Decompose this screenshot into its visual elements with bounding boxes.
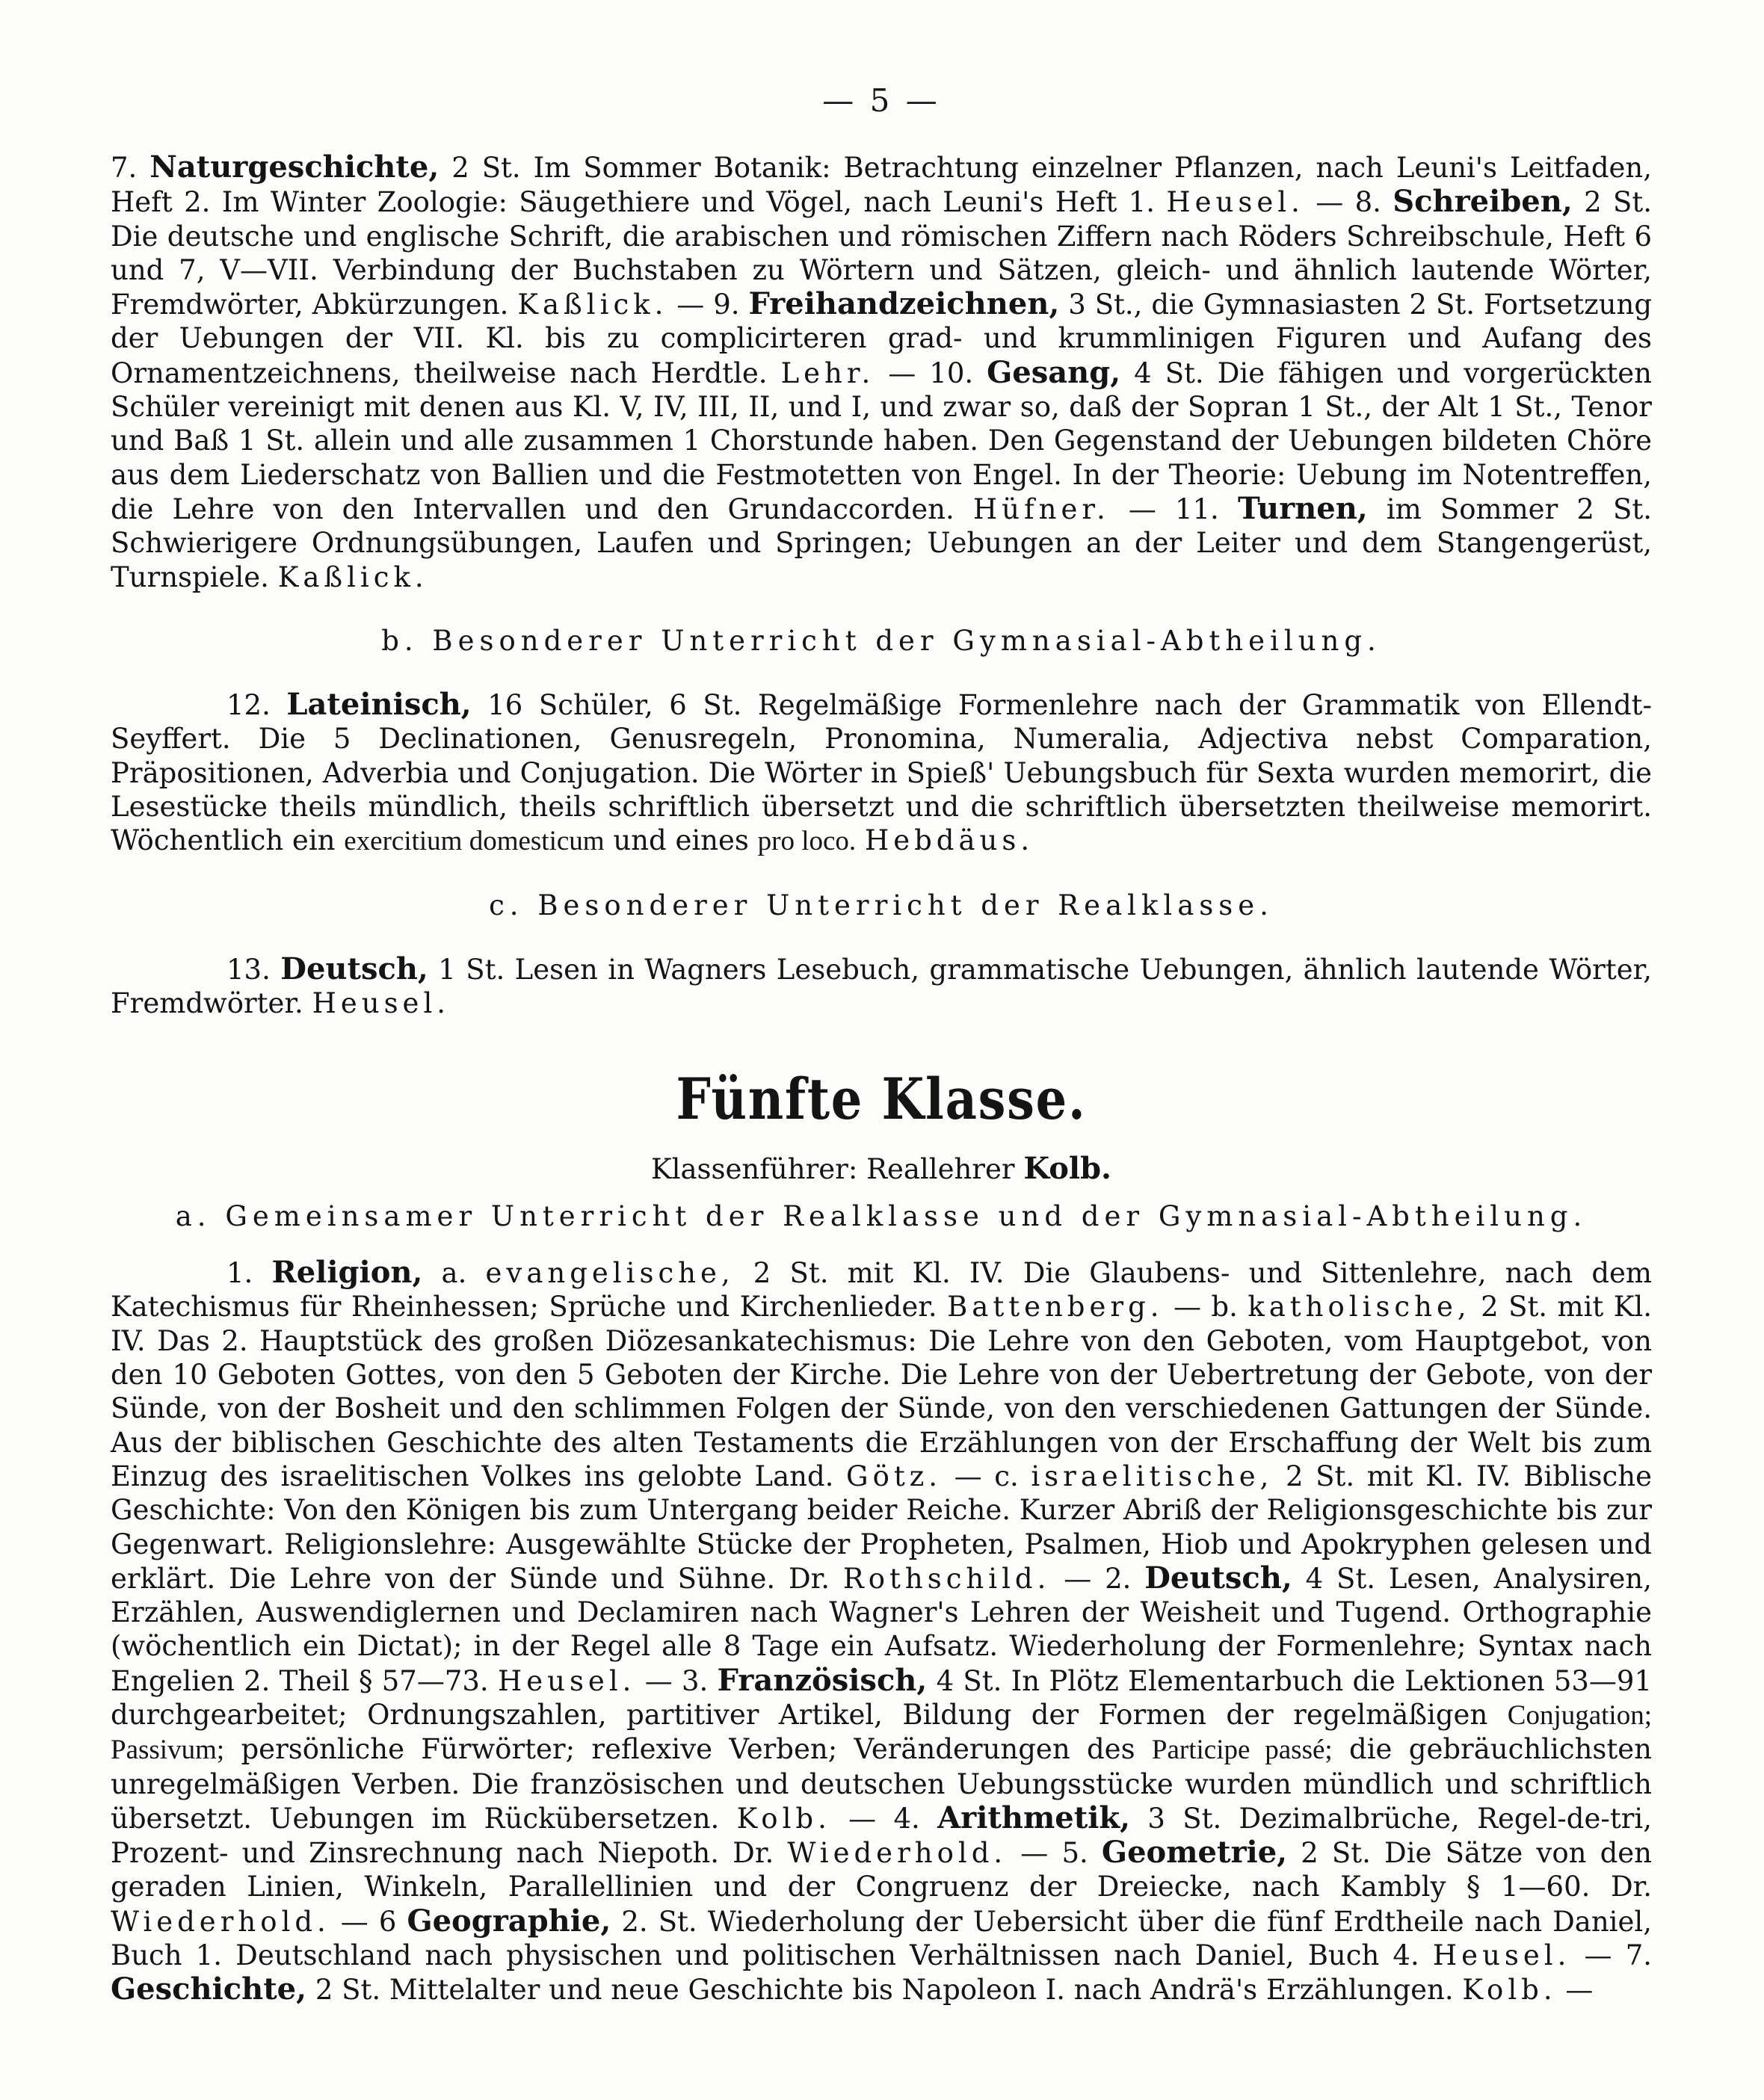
text: 1. <box>226 1257 272 1290</box>
teacher-name: Heusel. <box>312 987 451 1020</box>
paragraph-latin <box>111 688 1652 858</box>
text: — 7. <box>1570 1939 1653 1972</box>
teacher-name: Wiederhold. <box>787 1837 1008 1870</box>
subject-heading: Deutsch, <box>280 951 428 986</box>
foreign-term: Participe passé; <box>1151 1735 1333 1766</box>
subject-heading: Gesang, <box>987 354 1121 390</box>
foreign-term: Passivum; <box>111 1735 225 1766</box>
text: — 10. <box>875 356 987 389</box>
latin-phrase: exercitium domesticum <box>344 826 605 857</box>
text: — 8. <box>1304 186 1393 219</box>
section-subheading-b: b. Besonderer Unterricht der Gymnasial-Abtheilung. <box>381 624 1381 657</box>
text: 2 St. Die Sätze von den geraden Linien, Winkeln, Parallellinien und der Congruenz der Dreiecke, nach Kambly § 1—60. Dr. <box>111 1837 1652 1903</box>
denomination: katholische, <box>1248 1291 1471 1324</box>
text: — 4. <box>830 1802 938 1835</box>
text: — 11. <box>1109 492 1238 525</box>
text: — c. <box>942 1460 1031 1492</box>
subject-heading: Arithmetik, <box>937 1800 1131 1835</box>
text: — <box>1556 1974 1594 2007</box>
text: 12. <box>226 689 287 722</box>
page-number: — 5 — <box>822 82 940 119</box>
subject-heading: Geometrie, <box>1101 1835 1288 1871</box>
subject-heading: Religion, <box>271 1255 423 1291</box>
text: persönliche Fürwörter; reflexive Verben; Veränderungen des <box>224 1733 1152 1766</box>
teacher-name: Battenberg. <box>947 1291 1164 1324</box>
text <box>856 824 865 856</box>
text: — 3. <box>635 1664 718 1697</box>
paragraph-fifth-class-subjects <box>111 1256 1652 2007</box>
text: 2 St. Im Sommer Botanik: Betrachtung einzelner Pflanzen, nach Leuni's Leitfaden, Heft 2. Im Winter Zoologie: Säugethiere und Vögel, nach Leuni's Heft 1. <box>111 152 1652 219</box>
teacher-name: Götz. <box>846 1460 943 1492</box>
text: die gebräuchlichsten unregelmäßigen Verben. Die französischen und deutschen Uebungsstücke wurden mündlich und schriftlich übersetzt. Uebungen im Rückübersetzen. <box>111 1733 1652 1835</box>
latin-phrase: pro loco. <box>757 826 857 857</box>
text: 1 St. Lesen in Wagners Lesebuch, grammatische Uebungen, ähnlich lautende Wörter, Fremdwörter. <box>111 953 1652 1020</box>
teacher-name: Hebdäus. <box>864 824 1034 857</box>
text: 2 St. Die deutsche und englische Schrift, die arabischen und römischen Ziffern nach Röders Schreibschule, Heft 6 und 7, V—VII. Verbindung der Buchstaben zu Wörtern und Sätzen, gleich- und ähnlich lautende Wörter, Fremdwörter, Abkürzungen. <box>111 186 1652 321</box>
class-leader-label: Klassenführer: Reallehrer <box>651 1152 1024 1185</box>
denomination: israelitische, <box>1031 1460 1274 1492</box>
section-subheading-a: a. Gemeinsamer Unterricht der Realklasse und der Gymnasial-Abtheilung. <box>175 1199 1588 1232</box>
subject-heading: Freihandzeichnen, <box>748 286 1060 322</box>
teacher-name: Kolb. <box>1462 1974 1557 2007</box>
denomination: evangelische, <box>485 1257 735 1290</box>
text: 4 St. In Plötz Elementarbuch die Lektionen 53—91 durchgearbeitet; Ordnungszahlen, partitiver Artikel, Bildung der Formen der regelmäßigen <box>111 1664 1653 1731</box>
text: 3 St., die Gymnasiasten 2 St. Fortsetzung der Uebungen der VII. Kl. bis zu complicirteren grad- und krummlinigen Figuren und Aufang des Ornamentzeichnens, theilweise nach Herdtle. <box>111 288 1653 389</box>
teacher-name: Kaßlick. <box>517 288 668 321</box>
subject-heading: Naturgeschichte, <box>149 149 440 185</box>
text: — 2. <box>1050 1562 1145 1595</box>
class-title: Fünfte Klasse. <box>676 1065 1087 1132</box>
text: 3 St. Dezimalbrüche, Regel-de-tri, Prozent- und Zinsrechnung nach Niepoth. Dr. <box>111 1802 1653 1870</box>
foreign-term: Conjugation; <box>1507 1699 1652 1731</box>
class-leader-name: Kolb. <box>1023 1150 1111 1186</box>
subject-heading: Geographie, <box>407 1903 611 1939</box>
subject-heading: Lateinisch, <box>286 687 472 723</box>
text: 2 St. mit Kl. IV. Biblische Geschichte: Von den Königen bis zum Untergang beider Reiche. Kurzer Abriß der Religionsgeschichte bis zur Gegenwart. Religionslehre: Ausgewählte Stücke der Propheten, Psalmen, Hiob und Apokryphen gelesen und erklärt. Die Lehre von der Sünde und Sühne. Dr. <box>111 1460 1652 1595</box>
text: im Sommer 2 St. Schwierigere Ordnungsübungen, Laufen und Springen; Uebungen an der Leiter und dem Stangengerüst, Turnspiele. <box>111 492 1652 593</box>
text: — 9. <box>667 288 749 321</box>
subject-heading: Geschichte, <box>111 1971 307 2007</box>
paragraph-subjects-7-11 <box>111 150 1652 594</box>
text: 4 St. Die fähigen und vorgerückten Schüler vereinigt mit denen aus Kl. V, IV, III, II, und I, und zwar so, daß der Sopran 1 St., der Alt 1 St., Tenor und Baß 1 St. allein und alle zusammen 1 Chorstunde haben. Den Gegenstand der Uebungen bildeten Chöre aus dem Liederschatz von Ballien und die Festmotetten von Engel. In der Theorie: Uebung im Notentreffen, die Lehre von den Intervallen und den Grundaccorden. <box>111 356 1652 525</box>
text: 2 St. Mittelalter und neue Geschichte bis Napoleon I. nach Andrä's Erzählungen. <box>306 1974 1463 2007</box>
text: 16 Schüler, 6 St. Regelmäßige Formenlehre nach der Grammatik von Ellendt-Seyffert. Die 5 Declinationen, Genusregeln, Pronomina, Numeralia, Adjectiva nebst Comparation, Präpositionen, Adverbia und Conjugation. Die Wörter in Spieß' Uebungsbuch für Sexta wurden memorirt, die Lesestücke theils mündlich, theils schriftlich übersetzt und die schriftlich übersetzten theilweise memorirt. Wöchentlich ein <box>111 689 1652 857</box>
text: — 6 <box>330 1905 407 1938</box>
subject-heading: Französisch, <box>717 1662 928 1698</box>
teacher-name: Hüfner. <box>972 492 1110 525</box>
section-subheading-c: c. Besonderer Unterricht der Realklasse. <box>489 889 1274 921</box>
teacher-name: Kolb. <box>736 1802 831 1835</box>
text: 13. <box>226 953 281 986</box>
subject-heading: Deutsch, <box>1144 1560 1292 1596</box>
teacher-name: Kaßlick. <box>277 560 428 593</box>
teacher-name: Wiederhold. <box>111 1905 330 1938</box>
text: 7. <box>111 152 150 184</box>
teacher-name: Rothschild. <box>842 1562 1051 1595</box>
text: 2 St. mit Kl. IV. Die Glaubens- und Sittenlehre, nach dem Katechismus für Rheinhessen; Sprüche und Kirchenlieder. <box>111 1257 1652 1324</box>
subject-heading: Turnen, <box>1237 490 1368 526</box>
teacher-name: Heusel. <box>1166 186 1304 219</box>
teacher-name: Heusel. <box>1432 1939 1571 1972</box>
subject-heading: Schreiben, <box>1393 184 1573 220</box>
text: a. <box>422 1257 486 1290</box>
text: 2 St. mit Kl. IV. Das 2. Hauptstück des großen Diözesankatechismus: Die Lehre von den Geboten, vom Hauptgebot, von den 10 Geboten Gottes, von den 5 Geboten der Kirche. Die Lehre von der Uebertretung der Gebote, von der Sünde, von der Bosheit und den schlimmen Folgen der Sünde, von den verschiedenen Gattungen der Sünde. Aus der biblischen Geschichte des alten Testaments die Erzählungen von der Erschaffung der Welt bis zum Einzug des israelitischen Volkes ins gelobte Land. <box>111 1291 1652 1492</box>
teacher-name: Lehr. <box>780 356 875 389</box>
text: — 5. <box>1007 1837 1102 1870</box>
teacher-name: Heusel. <box>497 1664 636 1697</box>
text: und eines <box>604 824 758 857</box>
text: 2. St. Wiederholung der Uebersicht über die fünf Erdtheile nach Daniel, Buch 1. Deutschland nach physischen und politischen Verhältnissen nach Daniel, Buch 4. <box>111 1905 1652 1972</box>
class-leader <box>111 1152 1652 1186</box>
paragraph-deutsch-real <box>111 952 1652 1021</box>
text: 4 St. Lesen, Analysiren, Erzählen, Auswendiglernen und Declamiren nach Wagner's Lehren der Weisheit und Tugend. Orthographie (wöchentlich ein Dictat); in der Regel alle 8 Tage ein Aufsatz. Wiederholung der Formenlehre; Syntax nach Engelien 2. Theil § 57—73. <box>111 1562 1652 1697</box>
text: — b. <box>1163 1291 1248 1324</box>
